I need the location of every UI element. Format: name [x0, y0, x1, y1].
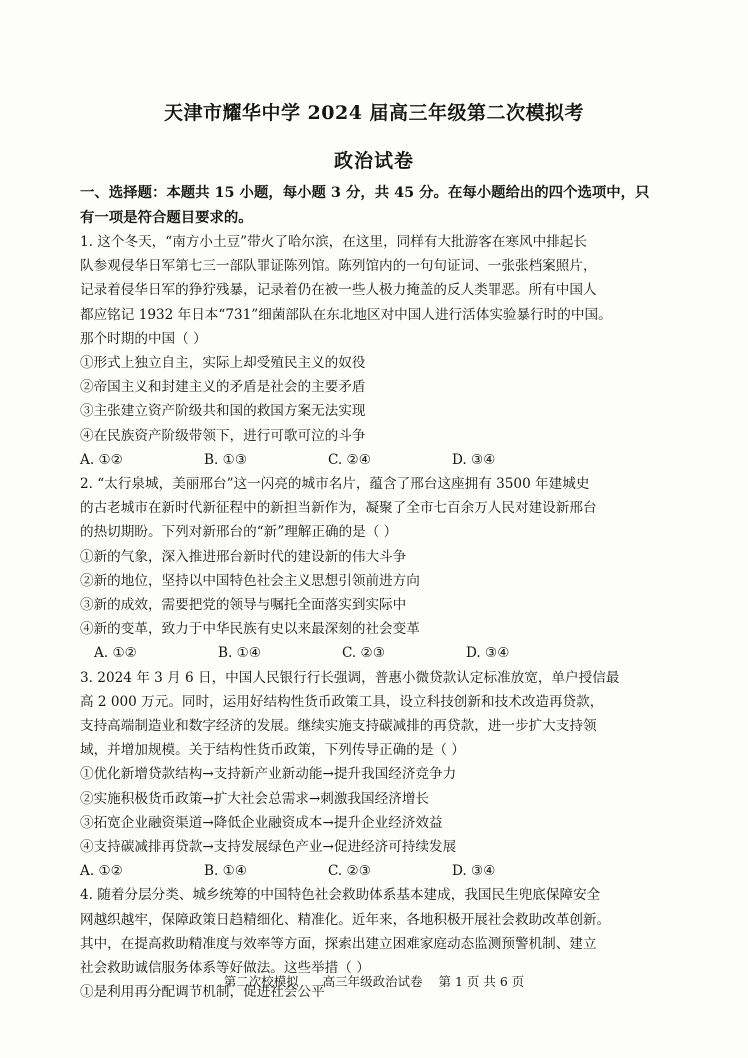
question-3	[80, 666, 680, 884]
statement-item: ④支持碳减排再贷款→支持发展绿色产业→促进经济可持续发展	[80, 839, 457, 856]
option-b: B. ①③	[204, 451, 248, 468]
section-heading-line: 有一项是符合题目要求的。	[80, 209, 253, 226]
option-a: A. ①②	[80, 863, 123, 880]
section-heading	[80, 180, 680, 230]
question-stem-line: 4. 随着分层分类、城乡统筹的中国特色社会救助体系基本建成，我国民生兜底保障安全	[80, 887, 601, 904]
option-a: A. ①②	[80, 451, 123, 468]
question-2	[80, 472, 680, 666]
statement-item: ②帝国主义和封建主义的矛盾是社会的主要矛盾	[80, 379, 366, 396]
statement-item: ①是利用再分配调节机制，促进社会公平	[80, 984, 325, 1001]
question-stem-line: 的古老城市在新时代新征程中的新担当新作为，凝聚了全市七百余万人民对建设新邢台	[80, 500, 597, 517]
question-stem-line: 1. 这个冬天，“南方小土豆”带火了哈尔滨，在这里，同样有大批游客在寒风中排起长	[80, 234, 587, 250]
section-heading-line: 一、选择题：本题共 15 小题，每小题 3 分，共 45 分。在每小题给出的四个选项中，只	[80, 184, 650, 201]
statement-item: ②实施积极货币政策→扩大社会总需求→刺激我国经济增长	[80, 790, 430, 807]
question-stem-line: 记录着侵华日军的狰狞残暴，记录着仍在被一些人极力掩盖的反人类罪恶。所有中国人	[80, 282, 597, 299]
statement-item: ①优化新增贷款结构→支持新产业新动能→提升我国经济竞争力	[80, 766, 457, 783]
statement-item: ③新的成效，需要把党的领导与嘱托全面落实到实际中	[80, 597, 407, 614]
exam-subtitle: 政治试卷	[333, 150, 414, 172]
question-stem-line: 社会救助诚信服务体系等好做法。这些举措（ ）	[80, 960, 370, 977]
question-stem-line: 3. 2024 年 3 月 6 日，中国人民银行行长强调，普惠小微贷款认定标准放宽，单户授信最	[80, 669, 620, 686]
option-a: A. ①②	[94, 645, 137, 662]
statement-item: ③主张建立资产阶级共和国的救国方案无法实现	[80, 403, 366, 420]
statement-item: ④在民族资产阶级带领下，进行可歌可泣的斗争	[80, 427, 366, 444]
option-d: D. ③④	[466, 645, 510, 662]
question-stem-line: 其中，在提高救助精准度与效率等方面，探索出建立困难家庭动态监测预警机制、建立	[80, 935, 597, 952]
statement-item: ③拓宽企业融资渠道→降低企业融资成本→提升企业经济效益	[80, 814, 443, 831]
question-stem-line: 网越织越牢，保障政策日趋精细化、精准化。近年来，各地积极开展社会救助改革创新。	[80, 911, 611, 928]
option-d: D. ③④	[452, 451, 496, 468]
statement-item: ①形式上独立自主，实际上却受殖民主义的奴役	[80, 355, 366, 372]
statement-item: ④新的变革，致力于中华民族有史以来最深刻的社会变革	[80, 621, 420, 638]
question-stem-line: 那个时期的中国（ ）	[80, 330, 207, 347]
answer-options	[80, 448, 680, 472]
question-stem-line: 都应铭记 1932 年日本“731”细菌部队在东北地区对中国人进行活体实验暴行时的中国。	[80, 306, 612, 323]
question-stem-line: 2. “太行泉城，美丽邢台”这一闪亮的城市名片，蕴含了邢台这座拥有 3500 年建城史	[80, 476, 590, 493]
question-stem-line: 支持高端制造业和数字经济的发展。继续实施支持碳减排的再贷款，进一步扩大支持领	[80, 718, 597, 735]
question-stem-line: 队参观侵华日军第七三一部队罪证陈列馆。陈列馆内的一句句证词、一张张档案照片，	[80, 258, 597, 275]
page-footer: 第二次校模拟 高三年级政治试卷 第 1 页 共 6 页	[223, 974, 525, 989]
option-b: B. ①④	[218, 645, 262, 662]
question-stem-line: 高 2 000 万元。同时，运用好结构性货币政策工具，设立科技创新和技术改造再贷款，	[80, 693, 604, 710]
question-stem-line: 的热切期盼。下列对新邢台的“新”理解正确的是（ ）	[80, 524, 398, 541]
exam-content	[80, 180, 680, 1005]
option-d: D. ③④	[452, 863, 496, 880]
question-stem-line: 域，并增加规模。关于结构性货币政策，下列传导正确的是（ ）	[80, 742, 465, 759]
option-c: C. ②④	[328, 451, 371, 468]
option-c: C. ②③	[328, 863, 371, 880]
option-b: B. ①④	[204, 863, 248, 880]
answer-options	[80, 641, 680, 665]
exam-title: 天津市耀华中学 2024 届高三年级第二次模拟考	[163, 102, 585, 124]
question-1	[80, 230, 680, 472]
statement-item: ②新的地位，坚持以中国特色社会主义思想引领前进方向	[80, 572, 420, 589]
option-c: C. ②③	[342, 645, 385, 662]
answer-options	[80, 859, 680, 883]
statement-item: ①新的气象，深入推进邢台新时代的建设新的伟大斗争	[80, 548, 407, 565]
